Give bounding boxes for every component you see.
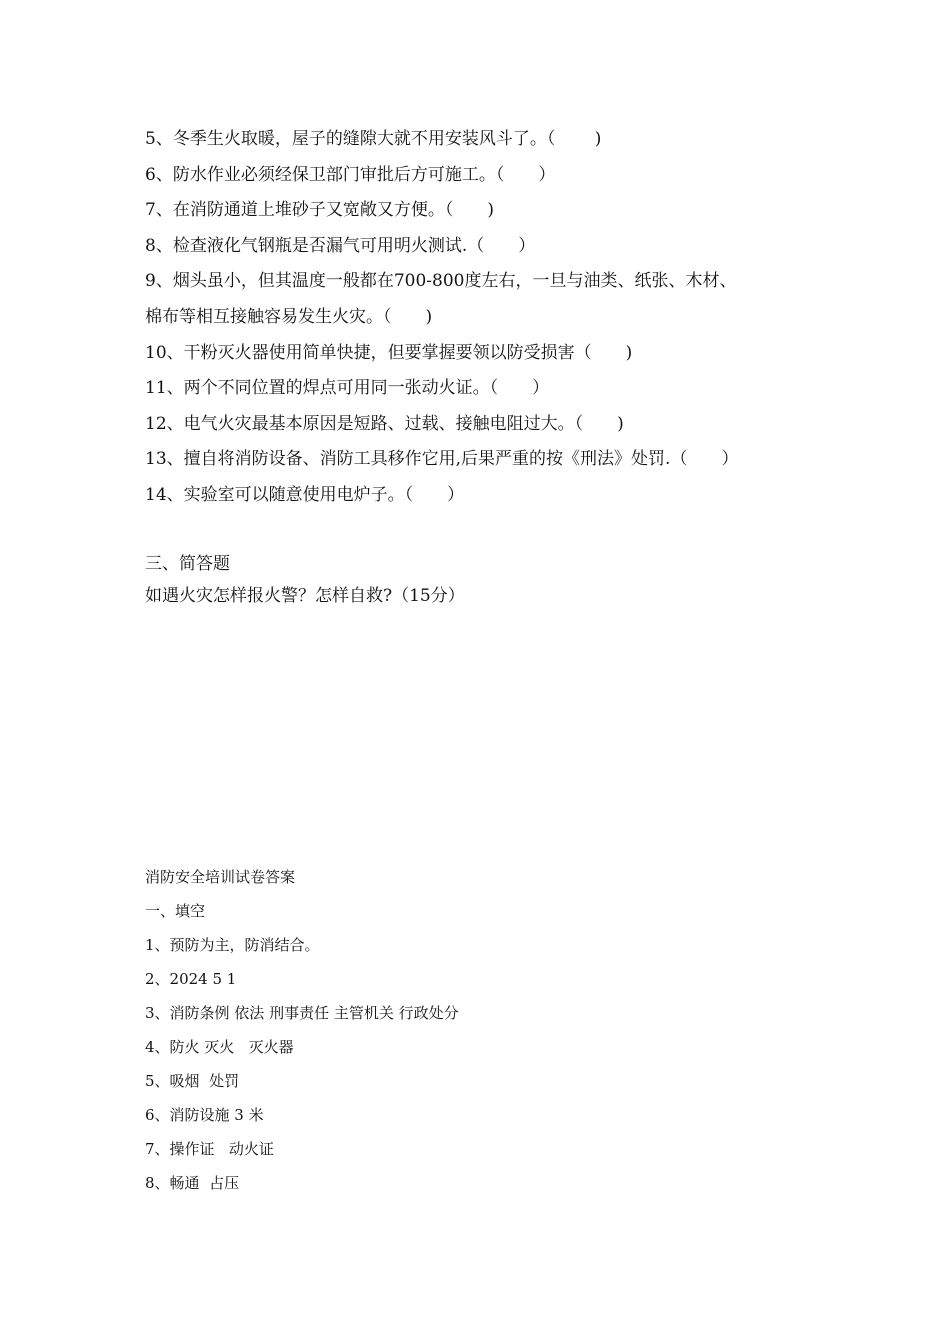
answer-item-2: 2、2024 5 1 [145,970,237,988]
true-false-item-13: 13、擅自将消防设备、消防工具移作它用,后果严重的按《刑法》处罚.（ ） [145,449,739,470]
answer-item-3: 3、消防条例 依法 刑事责任 主管机关 行政处分 [145,1004,459,1022]
true-false-item-5: 5、冬季生火取暖，屋子的缝隙大就不用安装风斗了。（ ) [145,129,602,149]
answer-item-6: 6、消防设施 3 米 [145,1106,264,1124]
answer-item-5: 5、吸烟 处罚 [145,1072,240,1090]
answer-item-1: 1、预防为主，防消结合。 [145,936,320,954]
true-false-item-6: 6、防水作业必须经保卫部门审批后方可施工。（ ） [145,164,556,185]
true-false-section [145,122,825,514]
true-false-item-9-continued: 棉布等相互接触容易发生火灾。（ ) [145,306,433,327]
answer-item-8: 8、畅通 占压 [145,1174,240,1192]
true-false-item-12: 12、电气火灾最基本原因是短路、过载、接触电阻过大。（ ) [145,413,624,434]
true-false-item-9: 9、烟头虽小，但其温度一般都在700-800度左右，一旦与油类、纸张、木材、 [145,271,737,292]
answer-item-7: 7、操作证 动火证 [145,1140,274,1158]
answer-key-section [145,860,825,1200]
true-false-item-11: 11、两个不同位置的焊点可用同一张动火证。（ ） [145,378,550,399]
answer-key-section-heading: 一、填空 [145,902,206,920]
true-false-item-7: 7、在消防通道上堆砂子又宽敞又方便。（ ) [145,200,494,221]
true-false-item-8: 8、检查液化气钢瓶是否漏气可用明火测试.（ ） [145,235,536,256]
true-false-item-10: 10、干粉灭火器使用简单快捷，但要掌握要领以防受损害（ ) [145,342,633,363]
true-false-item-14: 14、实验室可以随意使用电炉子。（ ） [145,484,465,505]
short-answer-section [145,548,825,612]
answer-key-title: 消防安全培训试卷答案 [145,868,296,886]
answer-item-4: 4、防火 灭火 灭火器 [145,1038,294,1056]
short-answer-heading: 三、简答题 [145,554,230,574]
short-answer-question: 如遇火灾怎样报火警？怎样自救?（15分） [145,586,465,606]
